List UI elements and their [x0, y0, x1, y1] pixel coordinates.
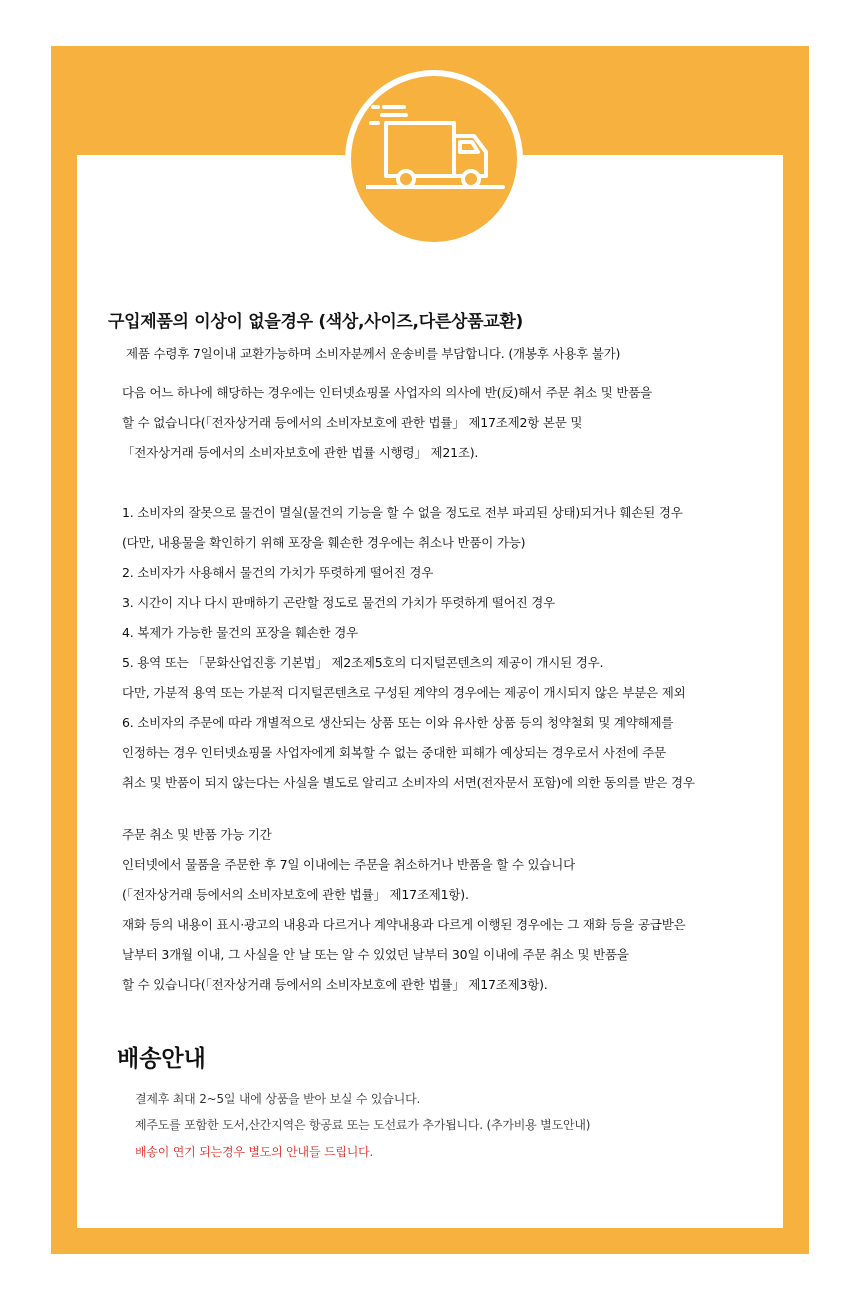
shipping-title: 배송안내 [117, 1046, 206, 1072]
case-line: 다만, 가분적 용역 또는 가분적 디지털콘텐츠로 구성된 계약의 경우에는 제공이 개시되지 않은 부분은 제외 [122, 685, 686, 700]
case-line: 6. 소비자의 주문에 따라 개별적으로 생산되는 상품 또는 이와 유사한 상품 등의 청약철회 및 계약해제를 [122, 715, 674, 730]
period-line: (「전자상거래 등에서의 소비자보호에 관한 법률」 제17조제1항). [122, 887, 469, 902]
page-title: 구입제품의 이상이 없을경우 (색상,사이즈,다른상품교환) [108, 312, 523, 332]
period-heading: 주문 취소 및 반품 가능 기간 [122, 827, 272, 842]
case-line: (다만, 내용물을 확인하기 위해 포장을 훼손한 경우에는 취소나 반품이 가능) [122, 535, 526, 550]
intro-line: 「전자상거래 등에서의 소비자보호에 관한 법률 시행령」 제21조). [122, 445, 479, 460]
period-line: 인터넷에서 물품을 주문한 후 7일 이내에는 주문을 취소하거나 반품을 할 수 있습니다 [122, 857, 576, 872]
shipping-line: 결제후 최대 2~5일 내에 상품을 받아 보실 수 있습니다. [135, 1092, 421, 1106]
case-line: 1. 소비자의 잘못으로 물건이 멸실(물건의 기능을 할 수 없을 정도로 전부 파괴된 상태)되거나 훼손된 경우 [122, 505, 683, 520]
case-line: 인정하는 경우 인터넷쇼핑몰 사업자에게 회복할 수 없는 중대한 피해가 예상되는 경우로서 사전에 주문 [122, 745, 667, 760]
period-line: 할 수 있습니다(「전자상거래 등에서의 소비자보호에 관한 법률」 제17조제3항). [122, 977, 548, 992]
shipping-delay-notice: 배송이 연기 되는경우 별도의 안내들 드립니다. [135, 1145, 374, 1159]
case-line: 4. 복제가 가능한 물건의 포장을 훼손한 경우 [122, 625, 359, 640]
case-line: 2. 소비자가 사용해서 물건의 가치가 뚜렷하게 떨어진 경우 [122, 565, 434, 580]
delivery-truck-icon [366, 100, 506, 200]
period-line: 재화 등의 내용이 표시·광고의 내용과 다르거나 계약내용과 다르게 이행된 경우에는 그 재화 등을 공급받은 [122, 917, 686, 932]
intro-line: 다음 어느 하나에 해당하는 경우에는 인터넷쇼핑몰 사업자의 의사에 반(反)해서 주문 취소 및 반품을 [122, 385, 653, 400]
shipping-line: 제주도를 포함한 도서,산간지역은 항공료 또는 도선료가 추가됩니다. (추가비용 별도안내) [135, 1118, 591, 1132]
period-line: 날부터 3개월 이내, 그 사실을 안 날 또는 알 수 있었던 날부터 30일 이내에 주문 취소 및 반품을 [122, 947, 629, 962]
intro-line: 할 수 없습니다(「전자상거래 등에서의 소비자보호에 관한 법률」 제17조제2항 본문 및 [122, 415, 583, 430]
case-line: 3. 시간이 지나 다시 판매하기 곤란할 정도로 물건의 가치가 뚜렷하게 떨어진 경우 [122, 595, 556, 610]
case-line: 5. 용역 또는 「문화산업진흥 기본법」 제2조제5호의 디지털콘텐츠의 제공이 개시된 경우. [122, 655, 604, 670]
case-line: 취소 및 반품이 되지 않는다는 사실을 별도로 알리고 소비자의 서면(전자문서 포함)에 의한 동의를 받은 경우 [122, 775, 695, 790]
exchange-summary: 제품 수령후 7일이내 교환가능하며 소비자분께서 운송비를 부담합니다. (개봉후 사용후 불가) [126, 346, 621, 361]
